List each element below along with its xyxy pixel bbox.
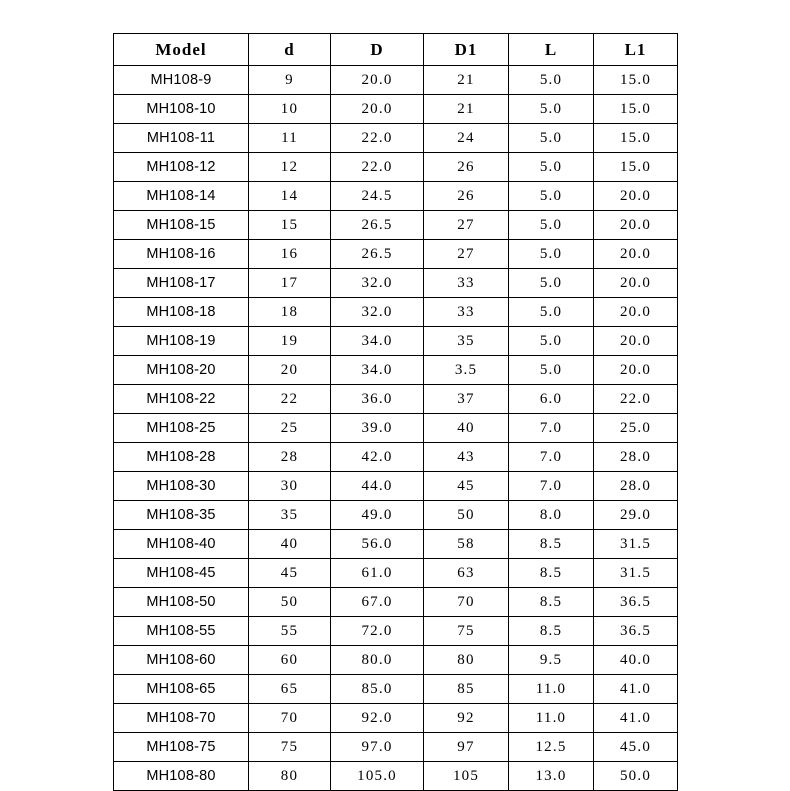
cell-L: 5.0: [509, 211, 594, 240]
table-row: [114, 530, 678, 559]
table-row: [114, 356, 678, 385]
cell-d: 28: [249, 443, 331, 472]
cell-D: 97.0: [331, 733, 424, 762]
cell-L: 7.0: [509, 414, 594, 443]
table-header-row: [114, 34, 678, 66]
cell-D: 20.0: [331, 66, 424, 95]
table-row: [114, 675, 678, 704]
cell-model: MH108-17: [114, 269, 249, 298]
cell-d: 30: [249, 472, 331, 501]
cell-model: MH108-12: [114, 153, 249, 182]
cell-D: 72.0: [331, 617, 424, 646]
cell-D1: 92: [424, 704, 509, 733]
cell-d: 9: [249, 66, 331, 95]
cell-D1: 58: [424, 530, 509, 559]
cell-D: 56.0: [331, 530, 424, 559]
cell-model: MH108-50: [114, 588, 249, 617]
table-row: [114, 95, 678, 124]
cell-L: 5.0: [509, 327, 594, 356]
cell-L: 11.0: [509, 704, 594, 733]
cell-D: 34.0: [331, 327, 424, 356]
table-row: [114, 559, 678, 588]
cell-L1: 36.5: [594, 588, 678, 617]
cell-d: 60: [249, 646, 331, 675]
cell-model: MH108-20: [114, 356, 249, 385]
column-header-d: d: [249, 34, 331, 66]
cell-L: 5.0: [509, 298, 594, 327]
cell-D: 61.0: [331, 559, 424, 588]
table-row: [114, 66, 678, 95]
column-header-L1: L1: [594, 34, 678, 66]
cell-L1: 31.5: [594, 559, 678, 588]
cell-L1: 40.0: [594, 646, 678, 675]
cell-d: 19: [249, 327, 331, 356]
cell-model: MH108-30: [114, 472, 249, 501]
table-row: [114, 182, 678, 211]
cell-D: 92.0: [331, 704, 424, 733]
cell-D: 67.0: [331, 588, 424, 617]
cell-L: 12.5: [509, 733, 594, 762]
cell-model: MH108-25: [114, 414, 249, 443]
cell-d: 15: [249, 211, 331, 240]
cell-D1: 24: [424, 124, 509, 153]
cell-D1: 21: [424, 66, 509, 95]
cell-d: 25: [249, 414, 331, 443]
cell-d: 65: [249, 675, 331, 704]
cell-d: 75: [249, 733, 331, 762]
cell-D: 85.0: [331, 675, 424, 704]
cell-model: MH108-28: [114, 443, 249, 472]
cell-L1: 36.5: [594, 617, 678, 646]
table-row: [114, 704, 678, 733]
cell-D: 42.0: [331, 443, 424, 472]
cell-d: 40: [249, 530, 331, 559]
cell-L: 6.0: [509, 385, 594, 414]
cell-model: MH108-18: [114, 298, 249, 327]
cell-model: MH108-55: [114, 617, 249, 646]
cell-L: 5.0: [509, 66, 594, 95]
cell-model: MH108-15: [114, 211, 249, 240]
cell-d: 22: [249, 385, 331, 414]
cell-L1: 20.0: [594, 298, 678, 327]
cell-D1: 40: [424, 414, 509, 443]
cell-D1: 3.5: [424, 356, 509, 385]
cell-model: MH108-75: [114, 733, 249, 762]
cell-D1: 26: [424, 182, 509, 211]
cell-L1: 41.0: [594, 704, 678, 733]
cell-model: MH108-14: [114, 182, 249, 211]
column-header-L: L: [509, 34, 594, 66]
cell-d: 55: [249, 617, 331, 646]
cell-d: 14: [249, 182, 331, 211]
cell-L: 8.5: [509, 559, 594, 588]
cell-L1: 15.0: [594, 153, 678, 182]
cell-L: 8.5: [509, 530, 594, 559]
cell-L1: 20.0: [594, 327, 678, 356]
table-row: [114, 153, 678, 182]
cell-D: 34.0: [331, 356, 424, 385]
cell-model: MH108-70: [114, 704, 249, 733]
cell-D: 105.0: [331, 762, 424, 791]
cell-D1: 63: [424, 559, 509, 588]
cell-L1: 29.0: [594, 501, 678, 530]
cell-d: 80: [249, 762, 331, 791]
cell-D1: 27: [424, 211, 509, 240]
spec-table-container: [113, 33, 677, 791]
cell-L1: 31.5: [594, 530, 678, 559]
cell-D1: 97: [424, 733, 509, 762]
cell-D1: 33: [424, 298, 509, 327]
cell-D: 20.0: [331, 95, 424, 124]
cell-d: 20: [249, 356, 331, 385]
cell-D1: 80: [424, 646, 509, 675]
cell-L1: 20.0: [594, 211, 678, 240]
cell-model: MH108-10: [114, 95, 249, 124]
cell-D: 39.0: [331, 414, 424, 443]
cell-L: 5.0: [509, 240, 594, 269]
column-header-D1: D1: [424, 34, 509, 66]
cell-D1: 35: [424, 327, 509, 356]
table-row: [114, 327, 678, 356]
cell-D: 24.5: [331, 182, 424, 211]
cell-D1: 105: [424, 762, 509, 791]
table-row: [114, 588, 678, 617]
column-header-model: Model: [114, 34, 249, 66]
column-header-D: D: [331, 34, 424, 66]
table-row: [114, 472, 678, 501]
cell-d: 11: [249, 124, 331, 153]
cell-D1: 50: [424, 501, 509, 530]
table-row: [114, 733, 678, 762]
table-row: [114, 211, 678, 240]
table-row: [114, 298, 678, 327]
cell-L1: 20.0: [594, 356, 678, 385]
cell-D1: 70: [424, 588, 509, 617]
table-row: [114, 414, 678, 443]
cell-D: 22.0: [331, 153, 424, 182]
cell-D1: 33: [424, 269, 509, 298]
cell-D: 26.5: [331, 211, 424, 240]
table-row: [114, 269, 678, 298]
cell-L1: 20.0: [594, 269, 678, 298]
cell-L1: 50.0: [594, 762, 678, 791]
cell-L: 5.0: [509, 182, 594, 211]
cell-L1: 41.0: [594, 675, 678, 704]
cell-d: 12: [249, 153, 331, 182]
cell-L: 5.0: [509, 95, 594, 124]
cell-L1: 25.0: [594, 414, 678, 443]
cell-d: 70: [249, 704, 331, 733]
cell-L1: 15.0: [594, 66, 678, 95]
cell-d: 50: [249, 588, 331, 617]
cell-L: 11.0: [509, 675, 594, 704]
cell-L: 8.0: [509, 501, 594, 530]
cell-D1: 27: [424, 240, 509, 269]
cell-model: MH108-45: [114, 559, 249, 588]
cell-d: 18: [249, 298, 331, 327]
cell-d: 35: [249, 501, 331, 530]
cell-L: 7.0: [509, 443, 594, 472]
cell-d: 17: [249, 269, 331, 298]
table-row: [114, 385, 678, 414]
cell-D1: 37: [424, 385, 509, 414]
table-body: [114, 66, 678, 791]
table-row: [114, 501, 678, 530]
cell-L1: 15.0: [594, 124, 678, 153]
cell-D1: 85: [424, 675, 509, 704]
cell-model: MH108-16: [114, 240, 249, 269]
cell-D1: 21: [424, 95, 509, 124]
cell-model: MH108-9: [114, 66, 249, 95]
table-row: [114, 646, 678, 675]
cell-L: 13.0: [509, 762, 594, 791]
table-row: [114, 124, 678, 153]
table-header: [114, 34, 678, 66]
cell-L: 5.0: [509, 124, 594, 153]
cell-D: 22.0: [331, 124, 424, 153]
cell-d: 16: [249, 240, 331, 269]
cell-L: 8.5: [509, 588, 594, 617]
cell-model: MH108-19: [114, 327, 249, 356]
cell-D: 36.0: [331, 385, 424, 414]
cell-D: 49.0: [331, 501, 424, 530]
cell-D1: 43: [424, 443, 509, 472]
cell-model: MH108-60: [114, 646, 249, 675]
cell-L: 8.5: [509, 617, 594, 646]
cell-L1: 45.0: [594, 733, 678, 762]
cell-D: 44.0: [331, 472, 424, 501]
cell-L: 5.0: [509, 269, 594, 298]
cell-D: 26.5: [331, 240, 424, 269]
cell-D: 32.0: [331, 269, 424, 298]
table-row: [114, 240, 678, 269]
cell-L1: 15.0: [594, 95, 678, 124]
cell-L1: 28.0: [594, 443, 678, 472]
cell-D: 32.0: [331, 298, 424, 327]
cell-model: MH108-65: [114, 675, 249, 704]
cell-D1: 26: [424, 153, 509, 182]
cell-L: 5.0: [509, 356, 594, 385]
table-row: [114, 617, 678, 646]
cell-L1: 28.0: [594, 472, 678, 501]
cell-d: 10: [249, 95, 331, 124]
cell-model: MH108-40: [114, 530, 249, 559]
table-row: [114, 762, 678, 791]
cell-L1: 22.0: [594, 385, 678, 414]
cell-d: 45: [249, 559, 331, 588]
table-row: [114, 443, 678, 472]
cell-L1: 20.0: [594, 240, 678, 269]
cell-D1: 45: [424, 472, 509, 501]
cell-L: 5.0: [509, 153, 594, 182]
cell-L: 9.5: [509, 646, 594, 675]
cell-L: 7.0: [509, 472, 594, 501]
cell-D: 80.0: [331, 646, 424, 675]
cell-model: MH108-80: [114, 762, 249, 791]
cell-D1: 75: [424, 617, 509, 646]
cell-model: MH108-11: [114, 124, 249, 153]
cell-model: MH108-35: [114, 501, 249, 530]
cell-model: MH108-22: [114, 385, 249, 414]
specification-table: [113, 33, 678, 791]
cell-L1: 20.0: [594, 182, 678, 211]
